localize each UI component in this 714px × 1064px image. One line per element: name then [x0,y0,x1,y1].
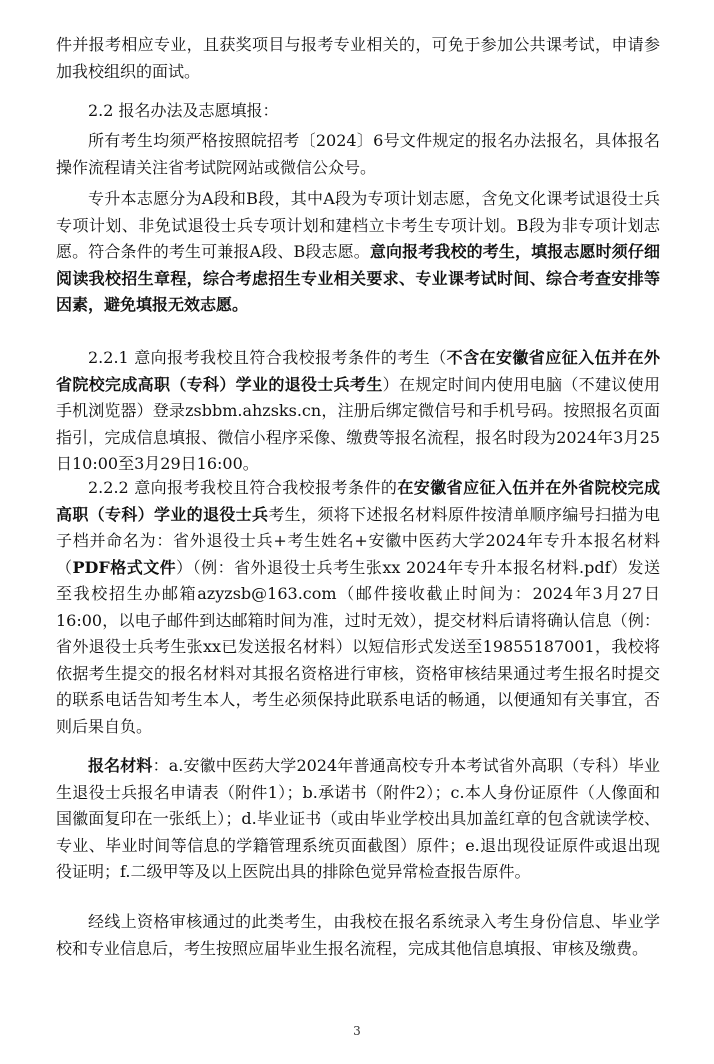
paragraph-continuation: 件并报考相应专业，且获奖项目与报考专业相关的，可免于参加公共课考试，申请参加我校组织的面试。 [56,35,660,81]
page-number: 3 [353,1024,361,1038]
paragraph-2-2-1: 2.2.1 意向报考我校且符合我校报考条件的考生（不含在安徽省应征入伍并在外省院校完成高职（专科）学业的退役士兵考生）在规定时间内使用电脑（不建议使用手机浏览器）登录zsbbm.ahzsks.cn，注册后绑定微信号和手机号码。按照报名页面指引，完成信息填报、微信小程序采像、缴费等报名流程，报名时段为2024年3月25日10:00至3月29日16:00。 [56,348,660,473]
paragraph-2-2-2: 2.2.2 意向报考我校且符合我校报考条件的在安徽省应征入伍并在外省院校完成高职（专科）学业的退役士兵考生，须将下述报名材料原件按清单顺序编号扫描为电子档并命名为：省外退役士兵+考生姓名+安徽中医药大学2024年专升本报名材料（PDF格式文件）（例：省外退役士兵考生张xx 2024年专升本报名材料.pdf）发送至我校招生办邮箱azyzsb@163.com（邮件接收截止时间为：2024年3月27日16:00，以电子邮件到达邮箱时间为准，过时无效），提交材料后请将确认信息（例：省外退役士兵考生张xx已发送报名材料）以短信形式发送至19855187001，我校将依据考生提交的报名材料对其报名资格进行审核，资格审核结果通过考生报名时提交的联系电话告知考生本人，考生必须保持此联系电话的畅通，以便通知有关事宜，否则后果自负。 [56,478,660,736]
paragraph-registration-method: 所有考生均须严格按照皖招考〔2024〕6号文件规定的报名办法报名，具体报名操作流程请关注省考试院网站或微信公众号。 [56,131,660,177]
bold-pdf-format: PDF格式文件 [72,557,177,577]
section-heading-2-2: 2.2 报名办法及志愿填报： [88,101,279,120]
bold-notice: 意向报考我校的考生，填报志愿时须仔细阅读我校招生章程，综合考虑招生专业相关要求、专业课考试时间、综合考查安排等因素，避免填报无效志愿。 [56,242,660,314]
paragraph-online-review: 经线上资格审核通过的此类考生，由我校在报名系统录入考生身份信息、毕业学校和专业信息后，考生按照应届毕业生报名流程，完成其他信息填报、审核及缴费。 [56,912,660,958]
bold-materials-label: 报名材料 [88,756,153,775]
paragraph-registration-materials: 报名材料：a.安徽中医药大学2024年普通高校专升本考试省外高职（专科）毕业生退役士兵报名申请表（附件1）；b.承诺书（附件2）；c.本人身份证原件（人像面和国徽面复印在一张纸上）；d.毕业证书（或由毕业学校出具加盖红章的包含就读学校、专业、毕业时间等信息的学籍管理系统页面截图）原件；e.退出现役证原件或退出现役证明；f.二级甲等及以上医院出具的排除色觉异常检查报告原件。 [56,756,660,881]
bold-exclusion: 不含在安徽省应征入伍并在外省院校完成高职（专科）学业的退役士兵考生 [56,348,660,394]
paragraph-volunteer-sections: 专升本志愿分为A段和B段，其中A段为专项计划志愿，含免文化课考试退役士兵专项计划、非免试退役士兵专项计划和建档立卡考生专项计划。B段为非专项计划志愿。符合条件的考生可兼报A段、B段志愿。意向报考我校的考生，填报志愿时须仔细阅读我校招生章程，综合考虑招生专业相关要求、专业课考试时间、综合考查安排等因素，避免填报无效志愿。 [56,189,660,314]
bold-veterans: 在安徽省应征入伍并在外省院校完成高职（专科）学业的退役士兵 [56,478,660,524]
